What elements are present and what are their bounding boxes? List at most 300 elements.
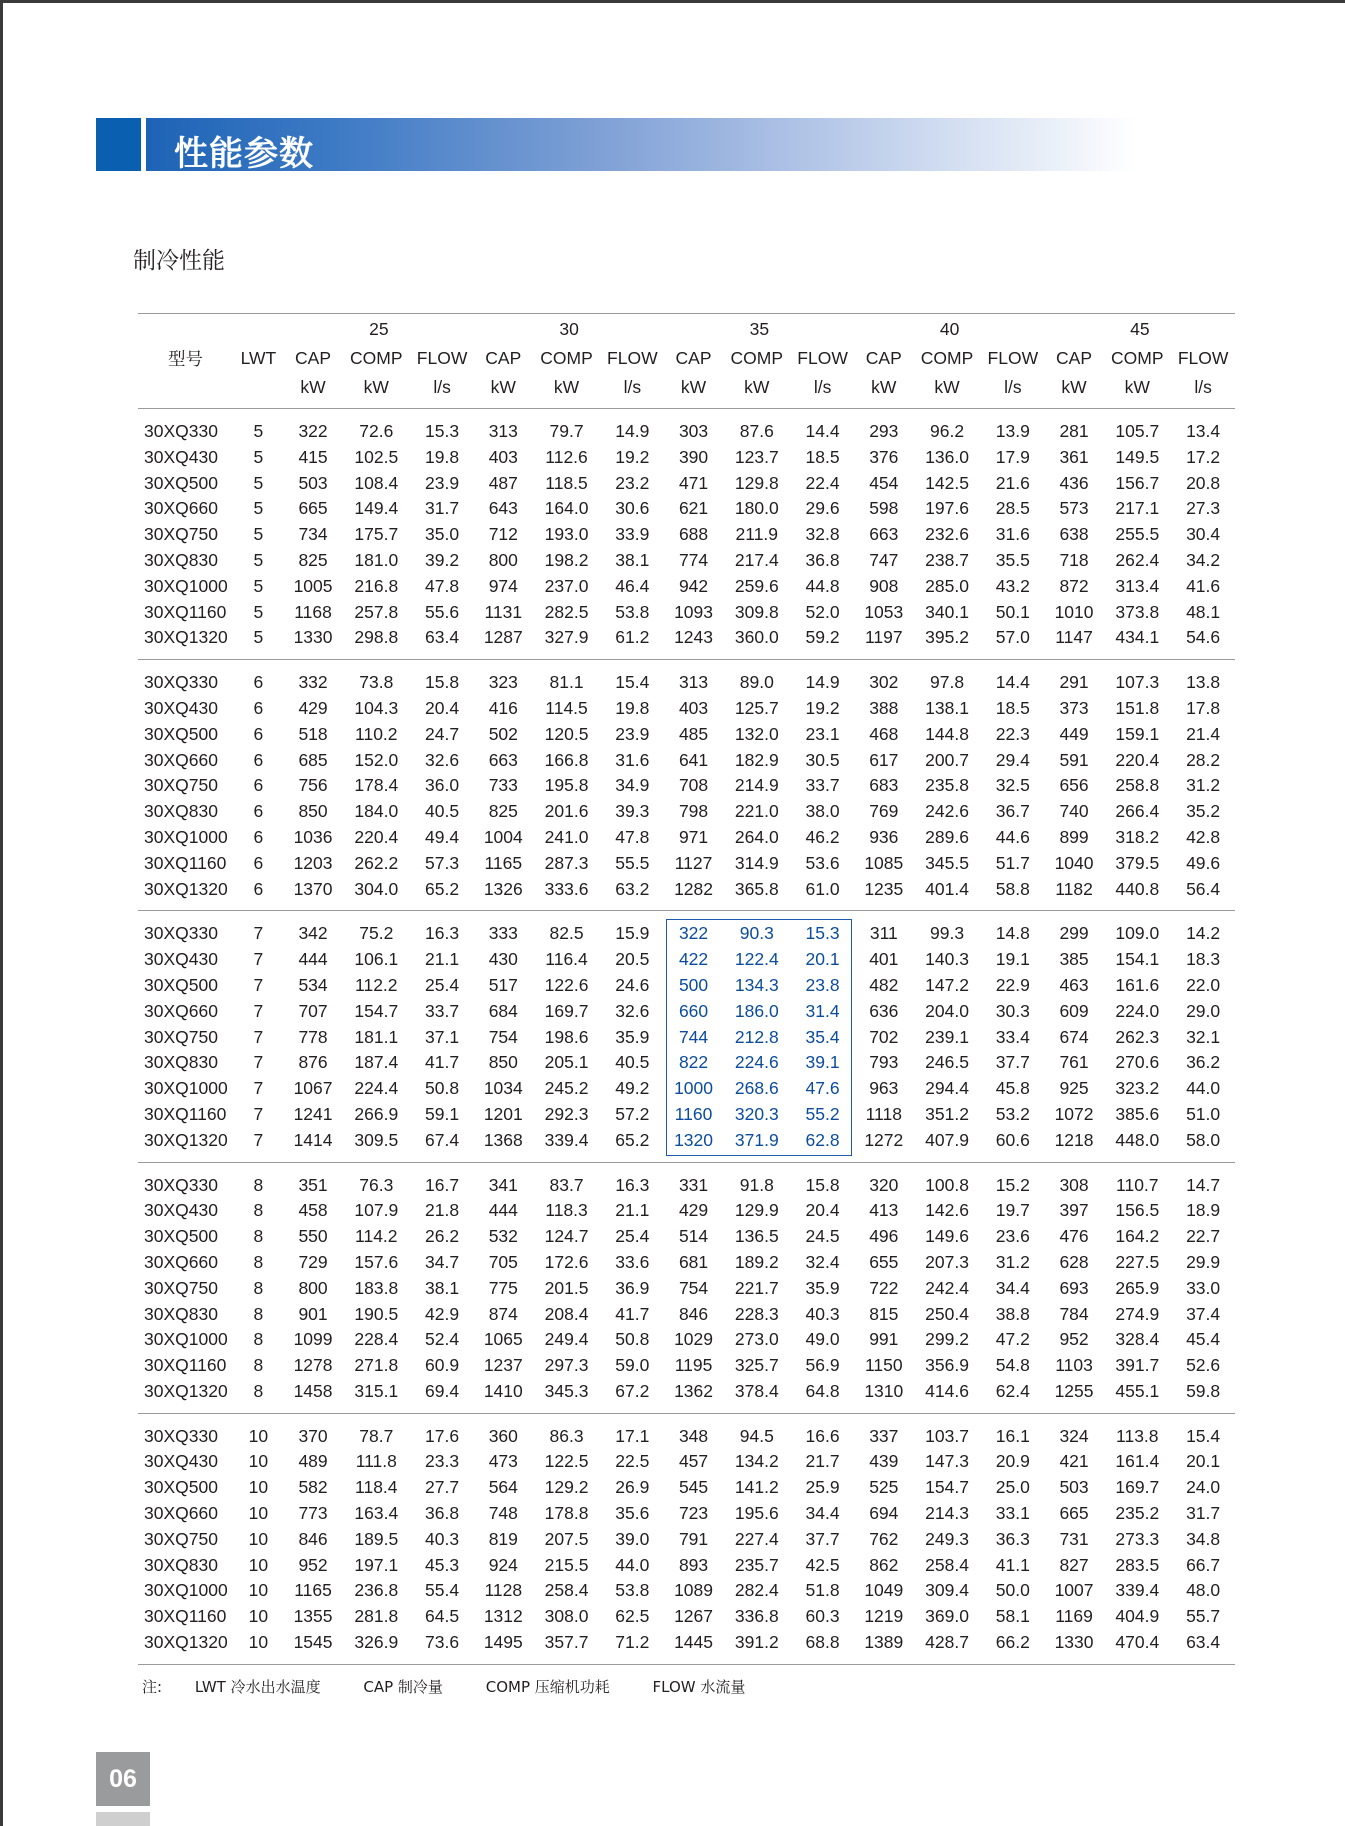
value-cell: 1169 — [1055, 1606, 1093, 1627]
value-cell: 791 — [678, 1528, 709, 1549]
value-cell: 17.8 — [1186, 697, 1221, 718]
value-cell: 65.2 — [600, 1128, 664, 1162]
value-cell: 1049 — [864, 1580, 904, 1601]
value-cell: 444 — [298, 949, 328, 970]
header-col-flow: FLOW — [987, 348, 1039, 368]
value-cell: 1029 — [674, 1329, 714, 1350]
value-cell: 232.6 — [925, 524, 969, 545]
value-cell: 341 — [488, 1174, 518, 1195]
header-unit: l/s — [433, 377, 451, 397]
header-unit: kW — [871, 377, 897, 397]
value-cell: 309.5 — [342, 1128, 410, 1162]
table-row — [138, 445, 1235, 471]
value-cell: 29.4 — [995, 749, 1030, 770]
value-cell: 23.3 — [425, 1451, 460, 1472]
value-cell: 89.0 — [739, 672, 774, 693]
value-cell: 49.4 — [425, 826, 460, 847]
value-cell: 87.6 — [739, 421, 774, 441]
value-cell: 266.9 — [354, 1103, 399, 1124]
value-cell: 55.7 — [1186, 1606, 1221, 1627]
table-row — [138, 799, 1235, 825]
value-cell: 731 — [1059, 1528, 1089, 1549]
value-cell: 775 — [488, 1277, 518, 1298]
lwt-cell: 10 — [248, 1477, 269, 1498]
value-cell: 100.8 — [925, 1174, 969, 1195]
value-cell: 227.5 — [1115, 1251, 1160, 1272]
value-cell: 850 — [488, 1052, 518, 1073]
table-row — [138, 548, 1235, 574]
value-cell: 665 — [1059, 1503, 1089, 1524]
value-cell: 51.8 — [805, 1580, 840, 1601]
value-cell: 388 — [869, 697, 899, 718]
value-cell: 1065 — [483, 1329, 523, 1350]
table-row — [138, 696, 1235, 722]
value-cell: 1218 — [1045, 1128, 1104, 1162]
model-cell: 30XQ830 — [144, 801, 218, 822]
model-cell: 30XQ1000 — [144, 1580, 228, 1601]
value-cell: 503 — [1059, 1477, 1089, 1498]
value-cell: 35.0 — [425, 524, 460, 545]
value-cell: 35.9 — [615, 1026, 650, 1047]
value-cell: 1089 — [674, 1580, 714, 1601]
value-cell: 1034 — [483, 1078, 523, 1099]
value-cell: 212.8 — [734, 1026, 779, 1047]
value-cell: 18.3 — [1186, 949, 1221, 970]
value-cell: 754 — [678, 1277, 709, 1298]
value-cell: 34.2 — [1186, 549, 1221, 570]
table-notes — [142, 1676, 783, 1697]
value-cell: 376 — [869, 446, 899, 467]
value-cell: 440.8 — [1103, 877, 1171, 911]
model-cell: 30XQ1320 — [138, 1379, 233, 1413]
value-cell: 439 — [869, 1451, 899, 1472]
value-cell: 62.4 — [981, 1379, 1045, 1413]
value-cell: 455.1 — [1103, 1379, 1171, 1413]
value-cell: 54.6 — [1171, 625, 1235, 659]
value-cell: 56.4 — [1171, 877, 1235, 911]
value-cell: 25.9 — [805, 1477, 840, 1498]
value-cell: 1326 — [474, 877, 533, 911]
value-cell: 53.8 — [615, 1580, 650, 1601]
value-cell: 31.6 — [995, 524, 1030, 545]
value-cell: 25.4 — [425, 974, 460, 995]
value-cell: 971 — [678, 826, 709, 847]
value-cell: 123.7 — [734, 446, 779, 467]
value-cell: 297.3 — [544, 1355, 589, 1376]
value-cell: 684 — [488, 1000, 518, 1021]
value-cell: 23.9 — [615, 723, 650, 744]
value-cell: 1004 — [483, 826, 523, 847]
header-temp: 30 — [559, 318, 579, 339]
value-cell: 189.5 — [354, 1528, 399, 1549]
lwt-cell: 8 — [253, 1355, 264, 1376]
value-cell: 47.2 — [995, 1329, 1030, 1350]
header-unit: kW — [680, 377, 707, 397]
value-cell: 313 — [488, 421, 518, 441]
value-cell: 67.2 — [600, 1379, 664, 1413]
value-cell: 201.6 — [544, 801, 589, 822]
value-cell: 1370 — [284, 877, 343, 911]
lwt-cell: 5 — [253, 446, 264, 467]
value-cell: 39.2 — [425, 549, 460, 570]
table-row — [138, 1224, 1235, 1250]
value-cell: 429 — [678, 1200, 709, 1221]
value-cell: 24.5 — [805, 1226, 840, 1247]
value-cell: 114.5 — [545, 697, 588, 718]
value-cell: 1445 — [664, 1630, 723, 1664]
value-cell: 281.8 — [354, 1606, 399, 1627]
value-cell: 311 — [869, 923, 898, 944]
value-cell: 422 — [678, 949, 709, 970]
value-cell: 53.2 — [995, 1103, 1030, 1124]
value-cell: 292.3 — [544, 1103, 589, 1124]
value-cell: 18.5 — [995, 697, 1030, 718]
value-cell: 308 — [1059, 1174, 1089, 1195]
value-cell: 46.4 — [615, 575, 650, 596]
lwt-cell: 6 — [253, 723, 264, 744]
lwt-cell: 8 — [253, 1303, 264, 1324]
value-cell: 36.8 — [425, 1503, 460, 1524]
value-cell: 64.8 — [791, 1379, 855, 1413]
value-cell: 13.9 — [995, 421, 1030, 441]
value-cell: 273.0 — [734, 1329, 779, 1350]
value-cell: 1330 — [1045, 1630, 1104, 1664]
value-cell: 144.8 — [925, 723, 969, 744]
lwt-cell: 6 — [253, 672, 264, 693]
value-cell: 63.2 — [600, 877, 664, 911]
value-cell: 55.2 — [805, 1103, 840, 1124]
table-row — [138, 877, 1235, 911]
lwt-cell: 7 — [253, 949, 264, 970]
value-cell: 643 — [488, 498, 518, 519]
value-cell: 166.8 — [544, 749, 589, 770]
value-cell: 15.8 — [425, 672, 460, 693]
value-cell: 207.5 — [544, 1528, 589, 1549]
value-cell: 793 — [869, 1052, 899, 1073]
lwt-cell: 6 — [253, 826, 264, 847]
value-cell: 23.1 — [805, 723, 840, 744]
lwt-group — [138, 1162, 1235, 1413]
value-cell: 326.9 — [342, 1630, 410, 1664]
value-cell: 550 — [298, 1226, 328, 1247]
value-cell: 129.2 — [544, 1477, 589, 1498]
value-cell: 1495 — [474, 1630, 533, 1664]
model-cell: 30XQ330 — [144, 1425, 218, 1446]
value-cell: 1128 — [484, 1580, 523, 1601]
value-cell: 154.1 — [1115, 949, 1160, 970]
value-cell: 30.5 — [805, 749, 840, 770]
value-cell: 30.6 — [615, 498, 650, 519]
value-cell: 518 — [298, 723, 328, 744]
value-cell: 215.5 — [544, 1554, 589, 1575]
value-cell: 62.8 — [791, 1128, 855, 1162]
value-cell: 15.3 — [805, 923, 840, 944]
value-cell: 582 — [298, 1477, 328, 1498]
value-cell: 41.7 — [425, 1052, 460, 1073]
value-cell: 1103 — [1055, 1355, 1093, 1376]
value-cell: 22.3 — [995, 723, 1030, 744]
value-cell: 734 — [298, 524, 328, 545]
lwt-cell: 5 — [253, 498, 264, 519]
value-cell: 59.1 — [425, 1103, 460, 1124]
value-cell: 82.5 — [549, 923, 584, 944]
value-cell: 221.7 — [734, 1277, 779, 1298]
lwt-cell: 6 — [253, 697, 264, 718]
value-cell: 228.3 — [734, 1303, 779, 1324]
value-cell: 1267 — [674, 1606, 714, 1627]
lwt-cell: 6 — [233, 877, 284, 911]
value-cell: 20.5 — [615, 949, 650, 970]
value-cell: 24.6 — [615, 974, 650, 995]
header-col-comp: COMP — [350, 348, 403, 368]
lwt-cell: 7 — [253, 923, 264, 944]
value-cell: 35.2 — [1186, 801, 1221, 822]
value-cell: 17.6 — [425, 1425, 460, 1446]
value-cell: 214.9 — [734, 775, 779, 796]
value-cell: 21.6 — [995, 472, 1030, 493]
value-cell: 723 — [678, 1503, 709, 1524]
table-row — [138, 574, 1235, 600]
lwt-cell: 5 — [253, 549, 264, 570]
value-cell: 1182 — [1045, 877, 1104, 911]
lwt-cell: 6 — [253, 852, 264, 873]
value-cell: 83.7 — [549, 1174, 584, 1195]
value-cell: 47.6 — [805, 1078, 840, 1099]
header-col-comp: COMP — [1111, 348, 1164, 368]
value-cell: 1010 — [1054, 601, 1094, 622]
value-cell: 942 — [678, 575, 709, 596]
value-cell: 235.2 — [1115, 1503, 1160, 1524]
model-cell: 30XQ430 — [144, 697, 218, 718]
value-cell: 45.3 — [425, 1554, 460, 1575]
model-cell: 30XQ830 — [144, 1303, 218, 1324]
value-cell: 40.3 — [805, 1303, 840, 1324]
value-cell: 401.4 — [913, 877, 981, 911]
value-cell: 309.8 — [734, 601, 779, 622]
value-cell: 120.5 — [544, 723, 589, 744]
value-cell: 320 — [869, 1174, 899, 1195]
value-cell: 1330 — [284, 625, 343, 659]
value-cell: 216.8 — [354, 575, 399, 596]
note-item: CAP 制冷量 — [363, 1678, 443, 1696]
value-cell: 360 — [488, 1425, 518, 1446]
value-cell: 407.9 — [913, 1128, 981, 1162]
lwt-cell: 7 — [253, 1026, 264, 1047]
model-cell: 30XQ1320 — [138, 1128, 233, 1162]
model-cell: 30XQ660 — [144, 1251, 218, 1272]
value-cell: 151.8 — [1115, 697, 1160, 718]
value-cell: 109.0 — [1115, 923, 1160, 944]
value-cell: 15.2 — [995, 1174, 1030, 1195]
value-cell: 1040 — [1054, 852, 1094, 873]
value-cell: 14.2 — [1186, 923, 1221, 944]
lwt-cell: 7 — [233, 1128, 284, 1162]
model-cell: 30XQ500 — [144, 472, 218, 493]
value-cell: 430 — [488, 949, 518, 970]
lwt-cell: 10 — [248, 1503, 269, 1524]
value-cell: 401 — [869, 949, 899, 970]
value-cell: 360.0 — [723, 625, 791, 659]
value-cell: 50.0 — [995, 1580, 1030, 1601]
value-cell: 663 — [488, 749, 518, 770]
value-cell: 242.4 — [925, 1277, 969, 1298]
value-cell: 32.4 — [805, 1251, 840, 1272]
value-cell: 638 — [1059, 524, 1089, 545]
value-cell: 36.0 — [425, 775, 460, 796]
value-cell: 39.0 — [615, 1528, 650, 1549]
value-cell: 26.2 — [425, 1226, 460, 1247]
value-cell: 660 — [678, 1000, 709, 1021]
header-unit: kW — [490, 377, 516, 397]
value-cell: 220.4 — [354, 826, 399, 847]
value-cell: 245.2 — [544, 1078, 589, 1099]
value-cell: 761 — [1059, 1052, 1089, 1073]
value-cell: 250.4 — [925, 1303, 969, 1324]
value-cell: 293 — [869, 421, 899, 441]
header-unit: kW — [300, 377, 326, 397]
value-cell: 40.5 — [615, 1052, 650, 1073]
value-cell: 55.6 — [425, 601, 460, 622]
value-cell: 827 — [1059, 1554, 1089, 1575]
value-cell: 693 — [1059, 1277, 1089, 1298]
value-cell: 246.5 — [925, 1052, 969, 1073]
value-cell: 525 — [869, 1477, 899, 1498]
value-cell: 545 — [678, 1477, 709, 1498]
value-cell: 1197 — [854, 625, 913, 659]
value-cell: 762 — [869, 1528, 899, 1549]
value-cell: 249.3 — [925, 1528, 969, 1549]
value-cell: 496 — [869, 1226, 899, 1247]
value-cell: 901 — [298, 1303, 328, 1324]
value-cell: 282.4 — [734, 1580, 779, 1601]
value-cell: 15.4 — [615, 672, 650, 693]
value-cell: 68.8 — [791, 1630, 855, 1664]
value-cell: 47.8 — [615, 826, 650, 847]
value-cell: 122.4 — [734, 949, 779, 970]
value-cell: 204.0 — [925, 1000, 969, 1021]
value-cell: 434.1 — [1103, 625, 1171, 659]
value-cell: 50.8 — [425, 1078, 460, 1099]
value-cell: 105.7 — [1115, 421, 1160, 441]
value-cell: 141.2 — [734, 1477, 779, 1498]
model-cell: 30XQ430 — [144, 1451, 218, 1472]
header-unit: kW — [363, 377, 389, 397]
lwt-cell: 7 — [253, 1052, 264, 1073]
value-cell: 103.7 — [925, 1425, 969, 1446]
value-cell: 207.3 — [925, 1251, 969, 1272]
value-cell: 189.2 — [734, 1251, 779, 1272]
value-cell: 872 — [1059, 575, 1089, 596]
value-cell: 532 — [488, 1226, 518, 1247]
model-cell: 30XQ1160 — [144, 601, 227, 622]
value-cell: 303 — [678, 421, 709, 441]
value-cell: 22.5 — [615, 1451, 650, 1472]
value-cell: 357.7 — [533, 1630, 601, 1664]
value-cell: 404.9 — [1115, 1606, 1160, 1627]
value-cell: 239.1 — [925, 1026, 969, 1047]
value-cell: 35.6 — [615, 1503, 650, 1524]
value-cell: 237.0 — [544, 575, 589, 596]
value-cell: 55.5 — [615, 852, 650, 873]
value-cell: 457 — [678, 1451, 709, 1472]
model-cell: 30XQ500 — [144, 974, 218, 995]
banner-title: 性能参数 — [174, 134, 314, 174]
value-cell: 118.4 — [355, 1477, 398, 1498]
value-cell: 351 — [298, 1174, 328, 1195]
value-cell: 1545 — [284, 1630, 343, 1664]
value-cell: 66.7 — [1186, 1554, 1221, 1575]
value-cell: 282.5 — [544, 601, 589, 622]
value-cell: 26.9 — [615, 1477, 650, 1498]
value-cell: 38.1 — [425, 1277, 460, 1298]
value-cell: 33.4 — [995, 1026, 1030, 1047]
value-cell: 30.3 — [995, 1000, 1030, 1021]
model-cell: 30XQ1000 — [144, 826, 228, 847]
value-cell: 61.0 — [791, 877, 855, 911]
value-cell: 712 — [488, 524, 518, 545]
value-cell: 470.4 — [1103, 1630, 1171, 1664]
value-cell: 1118 — [865, 1103, 902, 1124]
value-cell: 281 — [1059, 421, 1089, 441]
value-cell: 19.2 — [805, 697, 840, 718]
value-cell: 1147 — [1045, 625, 1104, 659]
value-cell: 118.3 — [545, 1200, 588, 1221]
model-cell: 30XQ330 — [144, 923, 218, 944]
value-cell: 44.0 — [615, 1554, 650, 1575]
header-col-cap: CAP — [1056, 348, 1093, 368]
value-cell: 503 — [298, 472, 328, 493]
value-cell: 23.9 — [425, 472, 460, 493]
value-cell: 414.6 — [913, 1379, 981, 1413]
value-cell: 708 — [678, 775, 709, 796]
value-cell: 56.9 — [805, 1355, 840, 1376]
value-cell: 49.2 — [615, 1078, 650, 1099]
value-cell: 91.8 — [739, 1174, 774, 1195]
value-cell: 114.2 — [355, 1226, 398, 1247]
value-cell: 1458 — [284, 1379, 343, 1413]
header-unit: l/s — [623, 377, 642, 397]
value-cell: 449 — [1059, 723, 1089, 744]
value-cell: 800 — [298, 1277, 328, 1298]
value-cell: 36.9 — [615, 1277, 650, 1298]
value-cell: 991 — [869, 1329, 899, 1350]
value-cell: 34.9 — [615, 775, 650, 796]
value-cell: 1414 — [284, 1128, 343, 1162]
value-cell: 65.2 — [410, 877, 474, 911]
value-cell: 235.8 — [925, 775, 969, 796]
value-cell: 908 — [869, 575, 899, 596]
value-cell: 73.6 — [410, 1630, 474, 1664]
value-cell: 862 — [869, 1554, 899, 1575]
value-cell: 656 — [1059, 775, 1089, 796]
value-cell: 156.5 — [1115, 1200, 1160, 1221]
value-cell: 16.3 — [615, 1174, 650, 1195]
value-cell: 285.0 — [925, 575, 969, 596]
table-header — [138, 314, 1235, 409]
value-cell: 258.4 — [925, 1554, 969, 1575]
value-cell: 688 — [678, 524, 709, 545]
value-cell: 308.0 — [544, 1606, 589, 1627]
header-col-flow: FLOW — [1177, 348, 1229, 368]
table-row — [138, 1630, 1235, 1664]
value-cell: 1165 — [294, 1580, 332, 1601]
value-cell: 702 — [869, 1026, 899, 1047]
value-cell: 617 — [869, 749, 899, 770]
value-cell: 32.8 — [805, 524, 840, 545]
value-cell: 262.2 — [354, 852, 399, 873]
value-cell: 564 — [488, 1477, 518, 1498]
value-cell: 825 — [298, 549, 328, 570]
